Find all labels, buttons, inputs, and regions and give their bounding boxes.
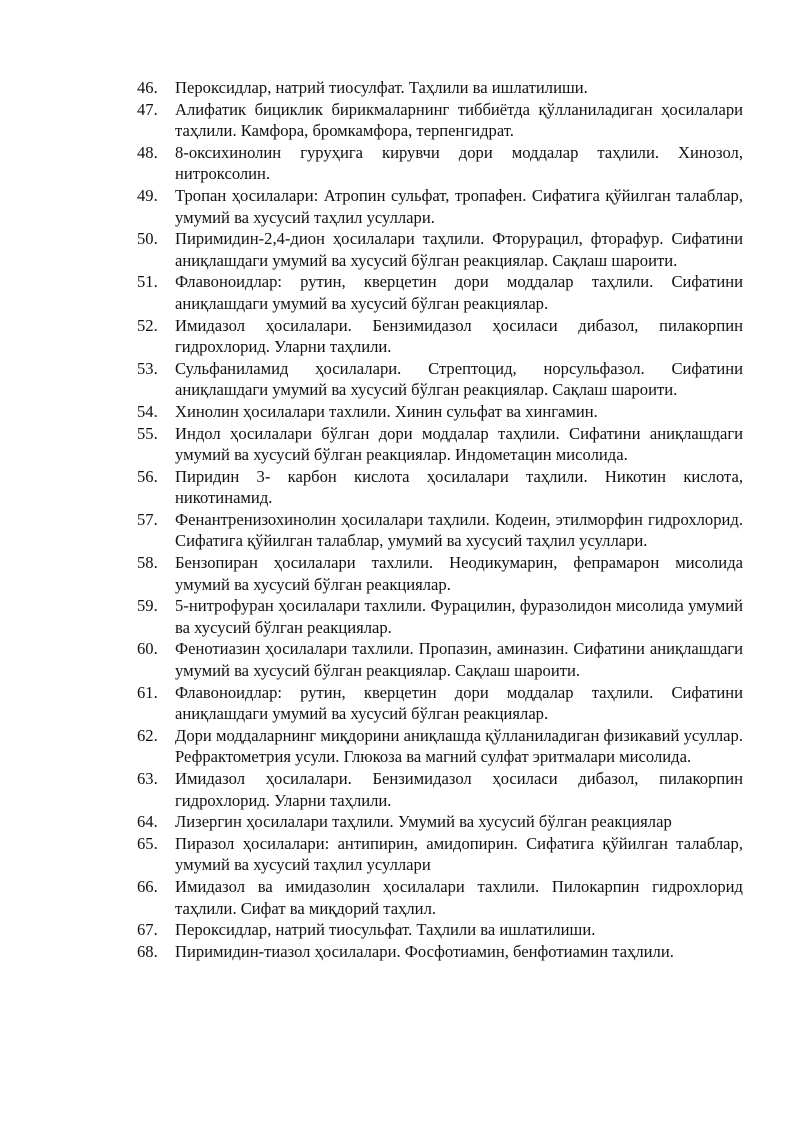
list-item — [137, 509, 743, 552]
item-text: Фенантренизохинолин ҳосилалари таҳлили. Кодеин, этилморфин гидрохлорид. Сифатига қўйилган талаблар, умумий ва хусусий таҳлил усуллари. — [175, 509, 743, 551]
item-number: 65. — [137, 833, 158, 853]
list-item — [137, 833, 743, 876]
item-text: Пероксидлар, натрий тиосулфат. Таҳлили ва ишлатилиши. — [175, 78, 588, 97]
item-number: 63. — [137, 769, 158, 788]
item-number: 49. — [137, 185, 158, 205]
list-item — [137, 466, 743, 509]
item-text: Имидазол ҳосилалари. Бензимидазол ҳосиласи дибазол, пилакорпин гидрохлорид. Уларни таҳлили. — [175, 315, 743, 357]
item-text: Сульфаниламид ҳосилалари. Стрептоцид, норсульфазол. Сифатини аниқлашдаги умумий ва хусусий бўлган реакциялар. Сақлаш шароити. — [175, 358, 743, 400]
item-number: 54. — [137, 401, 158, 421]
list-item — [137, 185, 743, 228]
item-number: 66. — [137, 876, 158, 896]
question-list — [137, 77, 743, 962]
list-item — [137, 941, 743, 963]
item-number: 53. — [137, 358, 158, 378]
list-item — [137, 595, 743, 638]
item-text: 5-нитрофуран ҳосилалари тахлили. Фурацилин, фуразолидон мисолида умумий ва хусусий бўлган реакциялар. — [175, 596, 743, 637]
list-item — [137, 768, 743, 811]
item-text: Пиразол ҳосилалари: антипирин, амидопирин. Сифатига қўйилган талаблар, умумий ва хусусий таҳлил усуллари — [175, 833, 743, 875]
item-number: 47. — [137, 99, 158, 119]
item-number: 56. — [137, 466, 158, 486]
list-item — [137, 919, 743, 941]
list-item — [137, 228, 743, 271]
item-number: 60. — [137, 639, 158, 659]
item-number: 59. — [137, 596, 158, 616]
item-text: Пероксидлар, натрий тиосульфат. Таҳлили ва ишлатилиши. — [175, 920, 596, 940]
item-text: Флавоноидлар: рутин, кверцетин дори моддалар таҳлили. Сифатини аниқлашдаги умумий ва хусусий бўлган реакциялар. — [175, 272, 743, 313]
list-item — [137, 725, 743, 768]
item-text: Дори моддаларнинг миқдорини аниқлашда қўлланиладиган физикавий усуллар. Рефрактометрия усули. Глюкоза ва магний сулфат эритмалари мисолида. — [175, 725, 743, 767]
item-number: 61. — [137, 682, 158, 702]
list-item — [137, 552, 743, 595]
item-text: Тропан ҳосилалари: Атропин сульфат, тропафен. Сифатига қўйилган талаблар, умумий ва хусусий таҳлил усуллари. — [175, 185, 743, 227]
list-item — [137, 99, 743, 142]
item-number: 51. — [137, 272, 158, 292]
item-number: 58. — [137, 553, 158, 573]
item-number: 62. — [137, 725, 158, 745]
list-item — [137, 876, 743, 919]
item-number: 46. — [137, 78, 158, 97]
item-text: Пиримидин-2,4-дион ҳосилалари таҳлили. Фторурацил, фторафур. Сифатини аниқлашдаги умумий ва хусусий бўлган реакциялар. Сақлаш шароити. — [175, 229, 743, 270]
item-text: Пиридин 3- карбон кислота ҳосилалари таҳлили. Никотин кислота, никотинамид. — [175, 466, 743, 508]
item-text: Фенотиазин ҳосилалари тахлили. Пропазин, аминазин. Сифатини аниқлашдаги умумий ва хусусий бўлган реакциялар. Сақлаш шароити. — [175, 639, 743, 681]
item-number: 64. — [137, 812, 158, 832]
item-text: Имидазол ва имидазолин ҳосилалари тахлили. Пилокарпин гидрохлорид таҳлили. Сифат ва миқдорий таҳлил. — [175, 876, 743, 918]
list-item — [137, 358, 743, 401]
item-number: 57. — [137, 509, 158, 529]
item-number: 48. — [137, 142, 158, 162]
list-item — [137, 142, 743, 185]
list-item — [137, 77, 743, 99]
list-item — [137, 315, 743, 358]
item-text: Алифатик бициклик бирикмаларнинг тиббиётда қўлланиладиган ҳосилалари таҳлили. Камфора, бромкамфора, терпенгидрат. — [175, 99, 743, 141]
item-text: Бензопиран ҳосилалари тахлили. Неодикумарин, фепрамарон мисолида умумий ва хусусий бўлган реакциялар. — [175, 553, 743, 594]
item-number: 68. — [137, 941, 158, 961]
list-item — [137, 271, 743, 314]
list-item — [137, 682, 743, 725]
item-text: Лизергин ҳосилалари таҳлили. Умумий ва хусусий бўлган реакциялар — [175, 812, 672, 832]
item-text: Флавоноидлар: рутин, кверцетин дори моддалар таҳлили. Сифатини аниқлашдаги умумий ва хусусий бўлган реакциялар. — [175, 682, 743, 724]
item-text: Хинолин ҳосилалари тахлили. Хинин сульфат ва хингамин. — [175, 401, 598, 421]
list-item — [137, 423, 743, 466]
item-number: 67. — [137, 920, 158, 940]
item-number: 55. — [137, 423, 158, 443]
item-text: Пиримидин-тиазол ҳосилалари. Фосфотиамин, бенфотиамин таҳлили. — [175, 941, 674, 961]
item-number: 52. — [137, 315, 158, 335]
item-text: Имидазол ҳосилалари. Бензимидазол ҳосиласи дибазол, пилакорпин гидрохлорид. Уларни таҳлили. — [175, 769, 743, 810]
list-item — [137, 638, 743, 681]
item-text: 8-оксихинолин гуруҳига кирувчи дори моддалар таҳлили. Хинозол, нитроксолин. — [175, 142, 743, 184]
item-text: Индол ҳосилалари бўлган дори моддалар таҳлили. Сифатини аниқлашдаги умумий ва хусусий бўлган реакциялар. Индометацин мисолида. — [175, 423, 743, 465]
item-number: 50. — [137, 229, 158, 249]
list-item — [137, 401, 743, 423]
list-item — [137, 811, 743, 833]
